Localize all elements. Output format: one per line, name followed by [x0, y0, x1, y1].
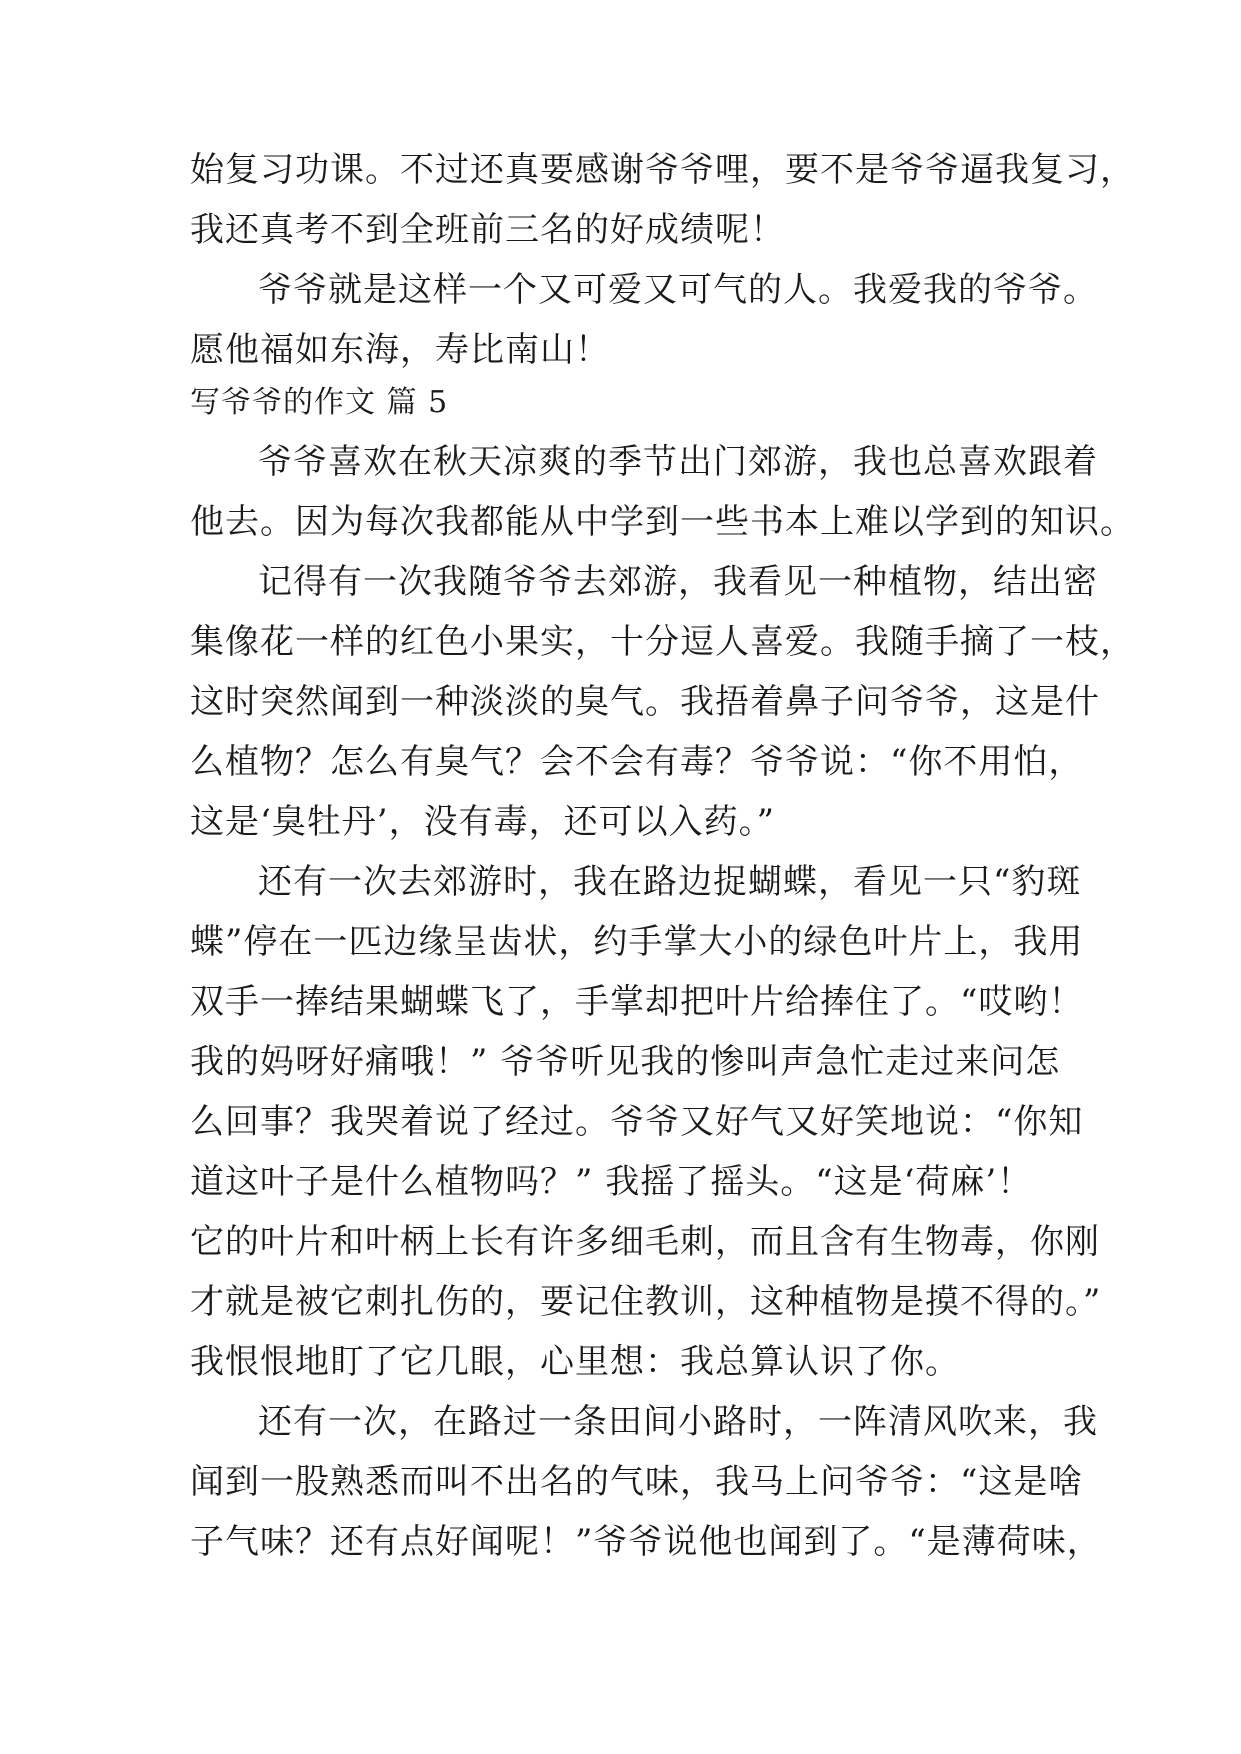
- text-line: 道这叶子是什么植物吗？” 我摇了摇头。“这是‘荷麻’！: [190, 1162, 1033, 1202]
- text-line: 还有一次去郊游时，我在路边捉蝴蝶，看见一只“豹斑: [258, 862, 1082, 902]
- text-line: 记得有一次我随爷爷去郊游，我看见一种植物，结出密: [258, 562, 1098, 602]
- text-line: 我还真考不到全班前三名的好成绩呢！: [190, 210, 785, 250]
- text-line: 闻到一股熟悉而叫不出名的气味，我马上问爷爷：“这是啥: [190, 1462, 1084, 1502]
- text-line: 这是‘臭牡丹’，没有毒，还可以入药。”: [190, 802, 775, 842]
- text-line: 还有一次，在路过一条田间小路时，一阵清风吹来，我: [258, 1402, 1098, 1442]
- text-line: 爷爷就是这样一个又可爱又可气的人。我爱我的爷爷。: [258, 270, 1098, 310]
- text-line: 这时突然闻到一种淡淡的臭气。我捂着鼻子问爷爷，这是什: [190, 682, 1100, 722]
- text-line: 蝶”停在一匹边缘呈齿状，约手掌大小的绿色叶片上，我用: [190, 922, 1084, 962]
- text-line: 么植物？怎么有臭气？会不会有毒？爷爷说：“你不用怕，: [190, 742, 1084, 782]
- text-line: 么回事？我哭着说了经过。爷爷又好气又好笑地说：“你知: [190, 1102, 1084, 1142]
- text-line: 集像花一样的红色小果实，十分逗人喜爱。我随手摘了一枝，: [190, 622, 1135, 662]
- text-line: 他去。因为每次我都能从中学到一些书本上难以学到的知识。: [190, 502, 1135, 542]
- text-line: 子气味？还有点好闻呢！”爷爷说他也闻到了。“是薄荷味，: [190, 1522, 1102, 1562]
- text-line: 爷爷喜欢在秋天凉爽的季节出门郊游，我也总喜欢跟着: [258, 442, 1098, 482]
- text-line: 它的叶片和叶柄上长有许多细毛刺，而且含有生物毒，你刚: [190, 1222, 1100, 1262]
- text-line: 始复习功课。不过还真要感谢爷爷哩，要不是爷爷逼我复习，: [190, 150, 1135, 190]
- text-line: 我的妈呀好痛哦！” 爷爷听见我的惨叫声急忙走过来问怎: [190, 1042, 1061, 1082]
- text-line: 双手一捧结果蝴蝶飞了，手掌却把叶片给捧住了。“哎哟！: [190, 982, 1084, 1022]
- text-line: 我恨恨地盯了它几眼，心里想：我总算认识了你。: [190, 1342, 960, 1382]
- section-title: 写爷爷的作文 篇 5: [190, 385, 449, 420]
- text-line: 愿他福如东海，寿比南山！: [190, 330, 610, 370]
- text-line: 才就是被它刺扎伤的，要记住教训，这种植物是摸不得的。”: [190, 1282, 1102, 1322]
